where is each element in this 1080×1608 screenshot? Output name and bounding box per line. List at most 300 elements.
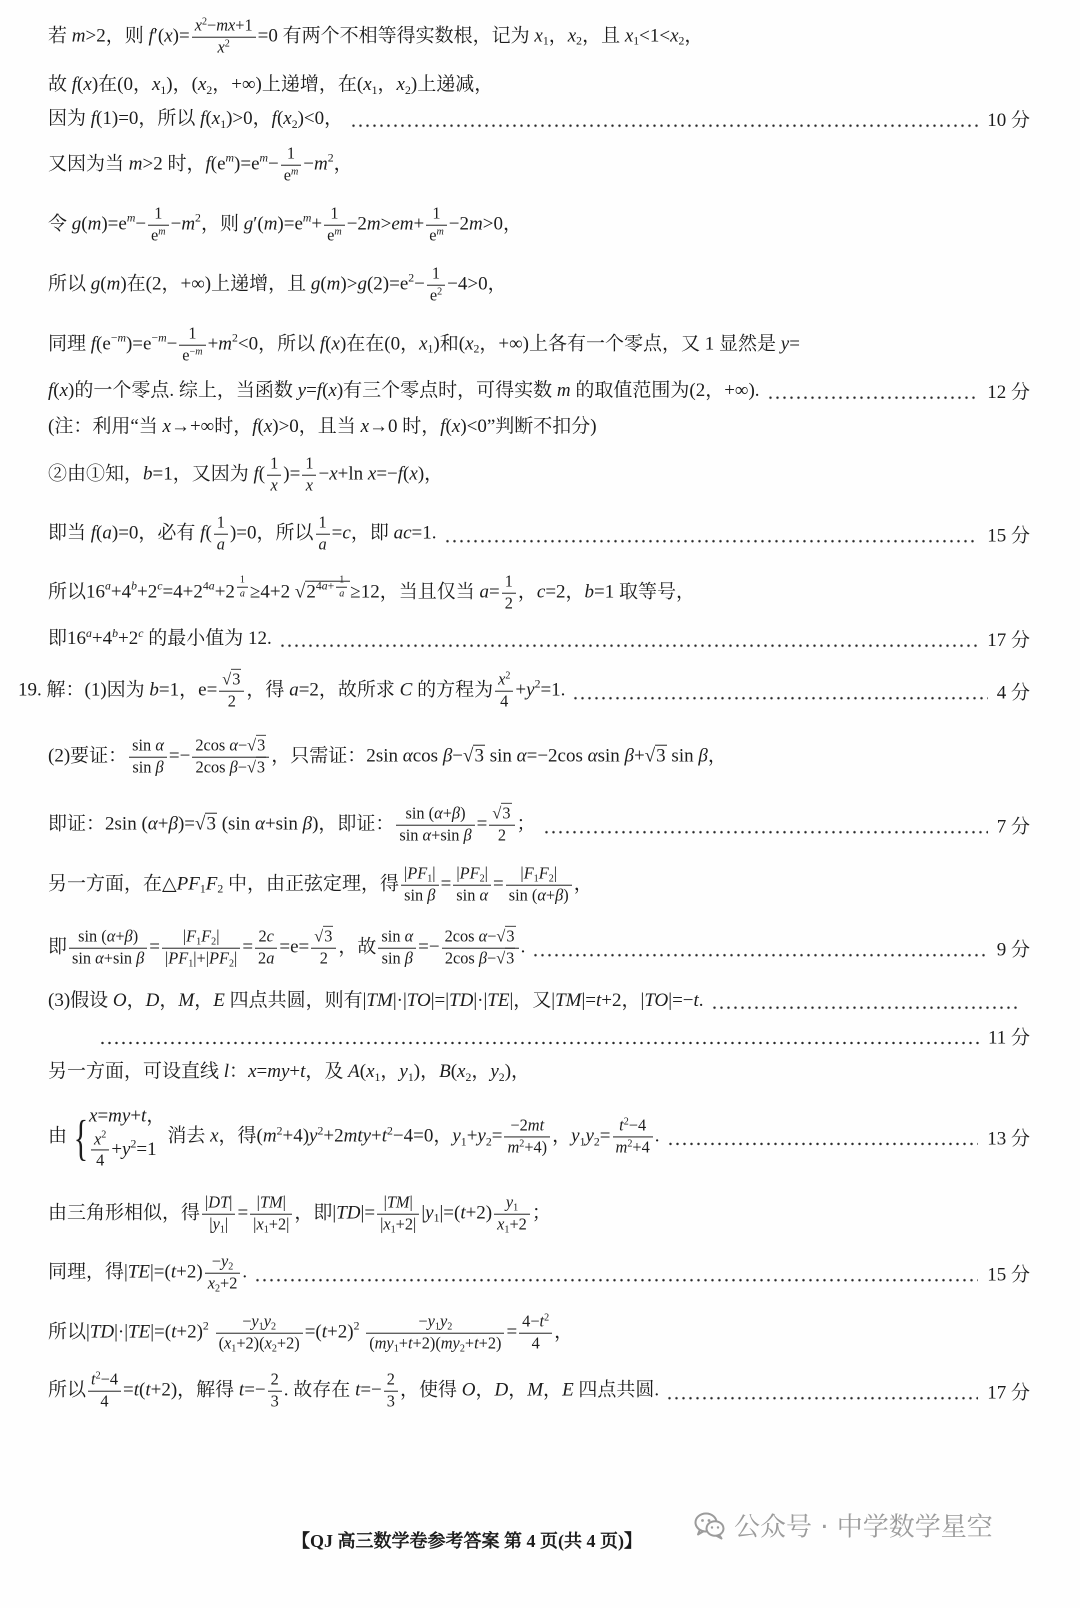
superscript (260, 152, 269, 165)
answer-line (48, 1192, 551, 1237)
text-run: 4 (531, 1333, 540, 1353)
subscript (504, 1225, 509, 1236)
math-variable: x (248, 1061, 257, 1083)
math-variable: g (71, 213, 82, 235)
text-run: |PF (404, 863, 428, 883)
text-run: +2 (220, 1273, 238, 1293)
fraction-numerator (192, 17, 256, 38)
fraction-numerator (268, 1371, 282, 1392)
superscript (112, 627, 118, 640)
square-root (222, 669, 241, 689)
math-variable: a (266, 948, 275, 968)
math-variable: f (440, 416, 446, 438)
math-variable: y (251, 1311, 259, 1331)
superscript (387, 1124, 393, 1137)
superscript (203, 1320, 209, 1333)
math-variable: α (404, 926, 414, 946)
text-run (86, 627, 92, 640)
text-run: 3 (474, 745, 484, 767)
math-variable: α (229, 735, 238, 755)
math-variable: m (87, 213, 102, 235)
fraction-denominator (377, 1215, 419, 1235)
answer-line (48, 1251, 1030, 1296)
fraction-numerator (267, 455, 281, 476)
text-run: +t+2) (464, 1333, 502, 1353)
math-variable: TD (89, 1321, 115, 1343)
text-run: +4 (91, 628, 113, 650)
text-run (131, 580, 137, 593)
math-variable: E (213, 990, 225, 1012)
text-run: ， (684, 25, 704, 47)
text-run: 即证：2sin (α+β)= (48, 813, 195, 835)
fraction-denominator (268, 1392, 282, 1412)
answer-line (48, 453, 443, 498)
fraction (519, 1313, 552, 1354)
text-run: sin β (132, 757, 164, 777)
text-run: 1 (196, 936, 202, 948)
math-variable: f (319, 333, 326, 355)
fraction-numerator (378, 928, 416, 949)
math-variable: x (217, 37, 225, 57)
math-variable: m (128, 153, 143, 175)
text-run: 3 (232, 669, 241, 689)
text-run: ，故 (338, 936, 377, 958)
text-run: ， (573, 873, 593, 895)
answer-line (48, 803, 1030, 848)
text-run (195, 16, 202, 35)
math-variable: a (239, 588, 245, 600)
text-run: e (182, 345, 190, 365)
superscript (519, 1138, 524, 1149)
math-variable: α (106, 926, 116, 946)
text-run: 2 (479, 873, 485, 885)
math-variable: y (526, 679, 535, 701)
fraction-numerator (427, 265, 445, 286)
dot-leader (545, 831, 988, 834)
text-run: 2 (678, 35, 685, 49)
math-variable: g (310, 273, 321, 295)
math-variable: t (381, 1125, 388, 1147)
math-variable: x (263, 416, 273, 438)
text-run: sin α+sin β (72, 948, 145, 968)
fraction-denominator (401, 886, 438, 906)
radicand (323, 926, 333, 946)
fraction (378, 928, 416, 969)
text-run (209, 1321, 214, 1342)
text-run: (my (369, 1333, 394, 1353)
text-run: 2 (217, 883, 224, 897)
score-label: 11 分 (987, 1027, 1030, 1049)
subscript (272, 1344, 277, 1355)
square-root (314, 926, 333, 946)
text-run: 2 (130, 1137, 137, 1151)
text-run: 即 (48, 936, 68, 958)
math-variable: t (238, 1379, 245, 1401)
text-run: 因为 f(1)=0，所以 f(x (48, 108, 221, 130)
line-content (48, 104, 343, 134)
subscript (594, 1135, 600, 1148)
text-run: 3 (256, 757, 266, 777)
text-run (359, 1321, 364, 1342)
text-run: 2cos α− (444, 926, 497, 946)
text-run: . 故存在 t=− (283, 1379, 382, 1401)
dot-leader (256, 1279, 978, 1282)
text-run: 2 (101, 1129, 107, 1141)
text-run: |=(t+2) (439, 1202, 493, 1224)
superscript (232, 332, 238, 345)
text-run: (sin α+sin β)，即证： (216, 813, 395, 835)
text-run: 2 (437, 286, 443, 298)
text-run: −m (170, 213, 196, 235)
text-run: sin β (404, 885, 436, 905)
text-run: 2 (228, 958, 235, 970)
text-run: ，y (471, 1061, 499, 1083)
text-run: 19. 解：(1)因为 b=1，e= (18, 679, 218, 701)
fraction-denominator (281, 166, 302, 186)
math-variable: m (334, 226, 342, 238)
fraction-numerator (494, 1194, 530, 1215)
text-run: 2cos α− (195, 735, 248, 755)
fraction-numerator (202, 1194, 235, 1215)
text-run: 3 (506, 926, 515, 946)
math-variable: m (615, 1137, 628, 1157)
math-variable: m (262, 1125, 277, 1147)
fraction-numerator (162, 928, 240, 949)
score-label: 4 分 (996, 682, 1030, 704)
fraction-numerator (316, 514, 330, 535)
math-variable: PF (168, 948, 189, 968)
text-run: |TM| (383, 1192, 413, 1212)
math-variable: t (91, 1369, 96, 1389)
text-run: (注：利用“当 x→+∞时，f(x)>0，且当 x→0 时，f(x)<0”判断不扣分) (48, 416, 597, 438)
text-run: −m (151, 332, 167, 346)
fraction (192, 737, 269, 778)
math-variable: y (780, 333, 790, 355)
math-variable: a (102, 522, 112, 544)
text-run: 2 (291, 117, 298, 131)
text-run: 2 (465, 1070, 472, 1084)
superscript (544, 1312, 549, 1323)
text-run: 所以16 (48, 581, 106, 603)
math-variable: m (71, 25, 86, 47)
text-run: ，只需证：2sin αcos β− (271, 745, 463, 767)
math-variable: x (451, 416, 461, 438)
math-variable: TM (366, 990, 393, 1012)
text-run (306, 476, 313, 495)
fraction-numerator (237, 574, 248, 588)
score-label: 13 分 (987, 1128, 1030, 1150)
subscript (391, 1225, 396, 1236)
text-run: 2 (206, 83, 213, 97)
text-run: )上递减， (410, 74, 494, 96)
text-run: 2 (317, 1124, 324, 1138)
text-run: 1 (460, 1135, 467, 1149)
math-variable: c (536, 581, 546, 603)
math-variable: y (263, 1311, 271, 1331)
text-run: −y (211, 1251, 229, 1271)
math-variable: x (457, 1061, 466, 1083)
math-variable: x (283, 108, 292, 130)
fraction-numerator (148, 205, 169, 226)
text-run: 2 (319, 948, 328, 968)
math-variable: m (158, 332, 167, 346)
subscript (228, 1262, 233, 1273)
superscript (157, 580, 162, 593)
text-run: 1 (374, 1070, 381, 1084)
fraction (91, 1130, 109, 1171)
text-run: e (429, 285, 438, 305)
math-variable: F (523, 863, 534, 883)
line-content (48, 1251, 247, 1296)
text-run: 同理 f(e (48, 333, 111, 355)
text-run: −m (189, 346, 203, 358)
math-variable: β (463, 825, 472, 845)
text-run: 又因为当 m>2 时，f(e (48, 153, 226, 175)
fraction-denominator (324, 226, 345, 246)
math-variable: x (624, 25, 634, 47)
math-variable: my (374, 1333, 394, 1353)
subscript (220, 1225, 225, 1236)
answer-line (48, 203, 522, 248)
fraction-numerator (336, 574, 347, 588)
square-root (492, 803, 511, 823)
text-run: 中，由正弦定理，得 (223, 873, 399, 895)
text-run: 2 (404, 83, 411, 97)
text-run: 1 (431, 263, 441, 283)
fraction (366, 1313, 504, 1354)
math-variable: t (693, 990, 699, 1012)
radicand (231, 669, 241, 689)
fraction-numerator (366, 1313, 504, 1334)
subscript (206, 84, 212, 97)
text-run: )， (504, 1061, 531, 1083)
fraction-denominator (316, 535, 330, 555)
math-variable: b (143, 463, 153, 485)
math-variable: F (205, 873, 218, 895)
math-variable: B (439, 1061, 451, 1083)
subscript (160, 84, 166, 97)
superscript (195, 212, 201, 225)
text-run: 1 (188, 323, 197, 343)
line-content (48, 926, 525, 971)
text-run: (x (218, 1333, 232, 1353)
text-run: |PF (456, 863, 480, 883)
dot-leader (574, 697, 987, 700)
superscript (235, 574, 250, 600)
text-run: 2 (271, 1343, 277, 1355)
superscript (111, 332, 126, 345)
fraction (302, 455, 316, 496)
math-variable: β (451, 803, 461, 823)
fraction-denominator (255, 949, 277, 969)
fraction (502, 573, 516, 614)
math-variable: TD (336, 1202, 361, 1224)
math-variable: C (399, 679, 413, 701)
text-run: 3 (270, 1391, 279, 1411)
text-run: = (476, 813, 488, 835)
text-run (105, 580, 111, 593)
fraction-denominator (379, 949, 416, 969)
math-variable: t (145, 1379, 151, 1401)
text-run: 2 (623, 1116, 629, 1128)
superscript (437, 286, 442, 297)
fraction (506, 865, 572, 906)
fraction-denominator (384, 1392, 398, 1412)
text-run: +4 (110, 581, 132, 603)
fraction (504, 1117, 550, 1158)
superscript (436, 226, 443, 237)
text-run: 1 (504, 1224, 510, 1236)
text-run: =1 (136, 1138, 157, 1160)
superscript (127, 212, 136, 225)
text-run: |TM| (256, 1192, 286, 1212)
superscript (138, 627, 143, 640)
line-content (48, 15, 703, 60)
math-variable: c (342, 522, 351, 544)
math-variable: t (355, 1379, 361, 1401)
fraction-denominator (214, 535, 228, 555)
math-variable: α (479, 885, 489, 905)
text-run: 2 (627, 1138, 633, 1150)
subscript (679, 35, 685, 48)
subscript (534, 874, 539, 885)
fraction-numerator (129, 737, 167, 758)
text-run: 2 (593, 1135, 600, 1149)
subscript (434, 1212, 440, 1225)
answer-line (48, 863, 593, 908)
text-run: 2 (306, 581, 316, 603)
math-variable: x (670, 25, 679, 47)
fraction-denominator (366, 1334, 504, 1354)
radical-sign: √ (496, 926, 506, 946)
answer-line (92, 1023, 1030, 1050)
text-run: |y (421, 1202, 434, 1224)
math-variable: f (148, 25, 154, 47)
math-variable: O (112, 990, 127, 1012)
text-run: 2 (232, 332, 238, 346)
fraction (219, 671, 244, 712)
text-run: sin (α+β) (405, 803, 466, 823)
superscript (190, 346, 203, 357)
fraction-numerator (281, 145, 302, 166)
answer-line (48, 104, 1030, 134)
radical-sign: √ (463, 745, 474, 767)
answer-line (48, 376, 1030, 406)
subscript (271, 1322, 276, 1333)
text-run: ②由①知，b=1，又因为 f( (48, 463, 266, 485)
text-run: . (520, 936, 526, 958)
math-variable: O (461, 1379, 476, 1401)
dot-leader (769, 396, 979, 399)
text-run (291, 166, 298, 177)
fraction (613, 1117, 653, 1158)
text-run: 另一方面，在△PF (48, 873, 200, 895)
text-run: e (327, 225, 335, 245)
math-variable: β (124, 926, 133, 946)
math-variable: TO (644, 990, 669, 1012)
math-variable: b (584, 581, 595, 603)
fraction-numerator (88, 1371, 121, 1392)
math-variable: y (425, 1202, 434, 1224)
text-run: 所以|TD|·|TE|=(t+2) (48, 1321, 203, 1343)
superscript (535, 678, 541, 691)
text-run (208, 1274, 215, 1293)
math-variable: y (505, 1192, 514, 1212)
fraction-numerator (324, 205, 345, 226)
fraction (377, 1194, 419, 1235)
text-run: ，+∞)上递增，在(x (212, 74, 372, 96)
text-run: ， (333, 153, 353, 175)
text-run: 1 (427, 873, 433, 885)
text-run: ≥4+2 (249, 581, 295, 603)
square-root (195, 812, 217, 834)
text-run: −m (110, 332, 126, 346)
text-run: 1 (393, 1343, 399, 1355)
math-variable: TM (386, 1192, 410, 1212)
superscript (130, 1137, 136, 1150)
math-variable: y (477, 1125, 486, 1147)
text-run: ，c=2，b=1 取等号， (517, 581, 696, 603)
math-variable: α (422, 825, 432, 845)
watermark (694, 1507, 993, 1544)
radical-sign: √ (496, 948, 506, 968)
text-run: |x (253, 1214, 264, 1234)
math-variable: y (212, 1214, 220, 1234)
text-run: +4)y (282, 1125, 318, 1147)
math-variable: x (207, 1273, 215, 1293)
math-variable: b (131, 580, 138, 594)
fraction-numerator (506, 865, 572, 886)
text-run: +m (207, 333, 233, 355)
fraction-denominator (442, 949, 519, 969)
math-variable: y (297, 380, 307, 402)
fraction-denominator (529, 1334, 543, 1354)
dot-leader (668, 1397, 978, 1400)
score-label: 7 分 (996, 816, 1030, 838)
fraction-denominator (69, 949, 147, 969)
answer-line (18, 669, 1030, 714)
text-run: )，B(x (413, 1061, 466, 1083)
fraction-denominator (317, 949, 331, 969)
text-run: −4 (628, 1115, 647, 1135)
fraction-denominator (193, 758, 270, 778)
text-run: 3 (324, 926, 333, 946)
line-content (48, 1311, 573, 1356)
math-variable: x (197, 74, 207, 96)
math-variable: PF (407, 863, 428, 883)
text-run: 的最小值为 12. (143, 628, 272, 650)
radical-sign: √ (247, 735, 257, 755)
math-variable: t (460, 1202, 466, 1224)
fraction (129, 737, 167, 778)
subscript (549, 874, 554, 885)
math-variable: x (211, 108, 221, 130)
math-variable: M (178, 990, 195, 1012)
fraction (426, 205, 447, 246)
fraction-numerator (302, 455, 316, 476)
text-run (226, 152, 235, 165)
math-variable: PF (209, 948, 229, 968)
math-variable: x (465, 333, 474, 355)
math-variable: ac (393, 522, 412, 544)
text-run: 2 (387, 1124, 393, 1138)
text-run: 由三角形相似，得 (48, 1202, 201, 1224)
text-run: 另一方面，可设直线 l：x=my+t，及 A(x (48, 1061, 375, 1083)
math-variable: x (396, 74, 405, 96)
text-run: |y (209, 1214, 220, 1234)
math-variable: m (436, 226, 444, 238)
math-variable: x (409, 463, 418, 485)
